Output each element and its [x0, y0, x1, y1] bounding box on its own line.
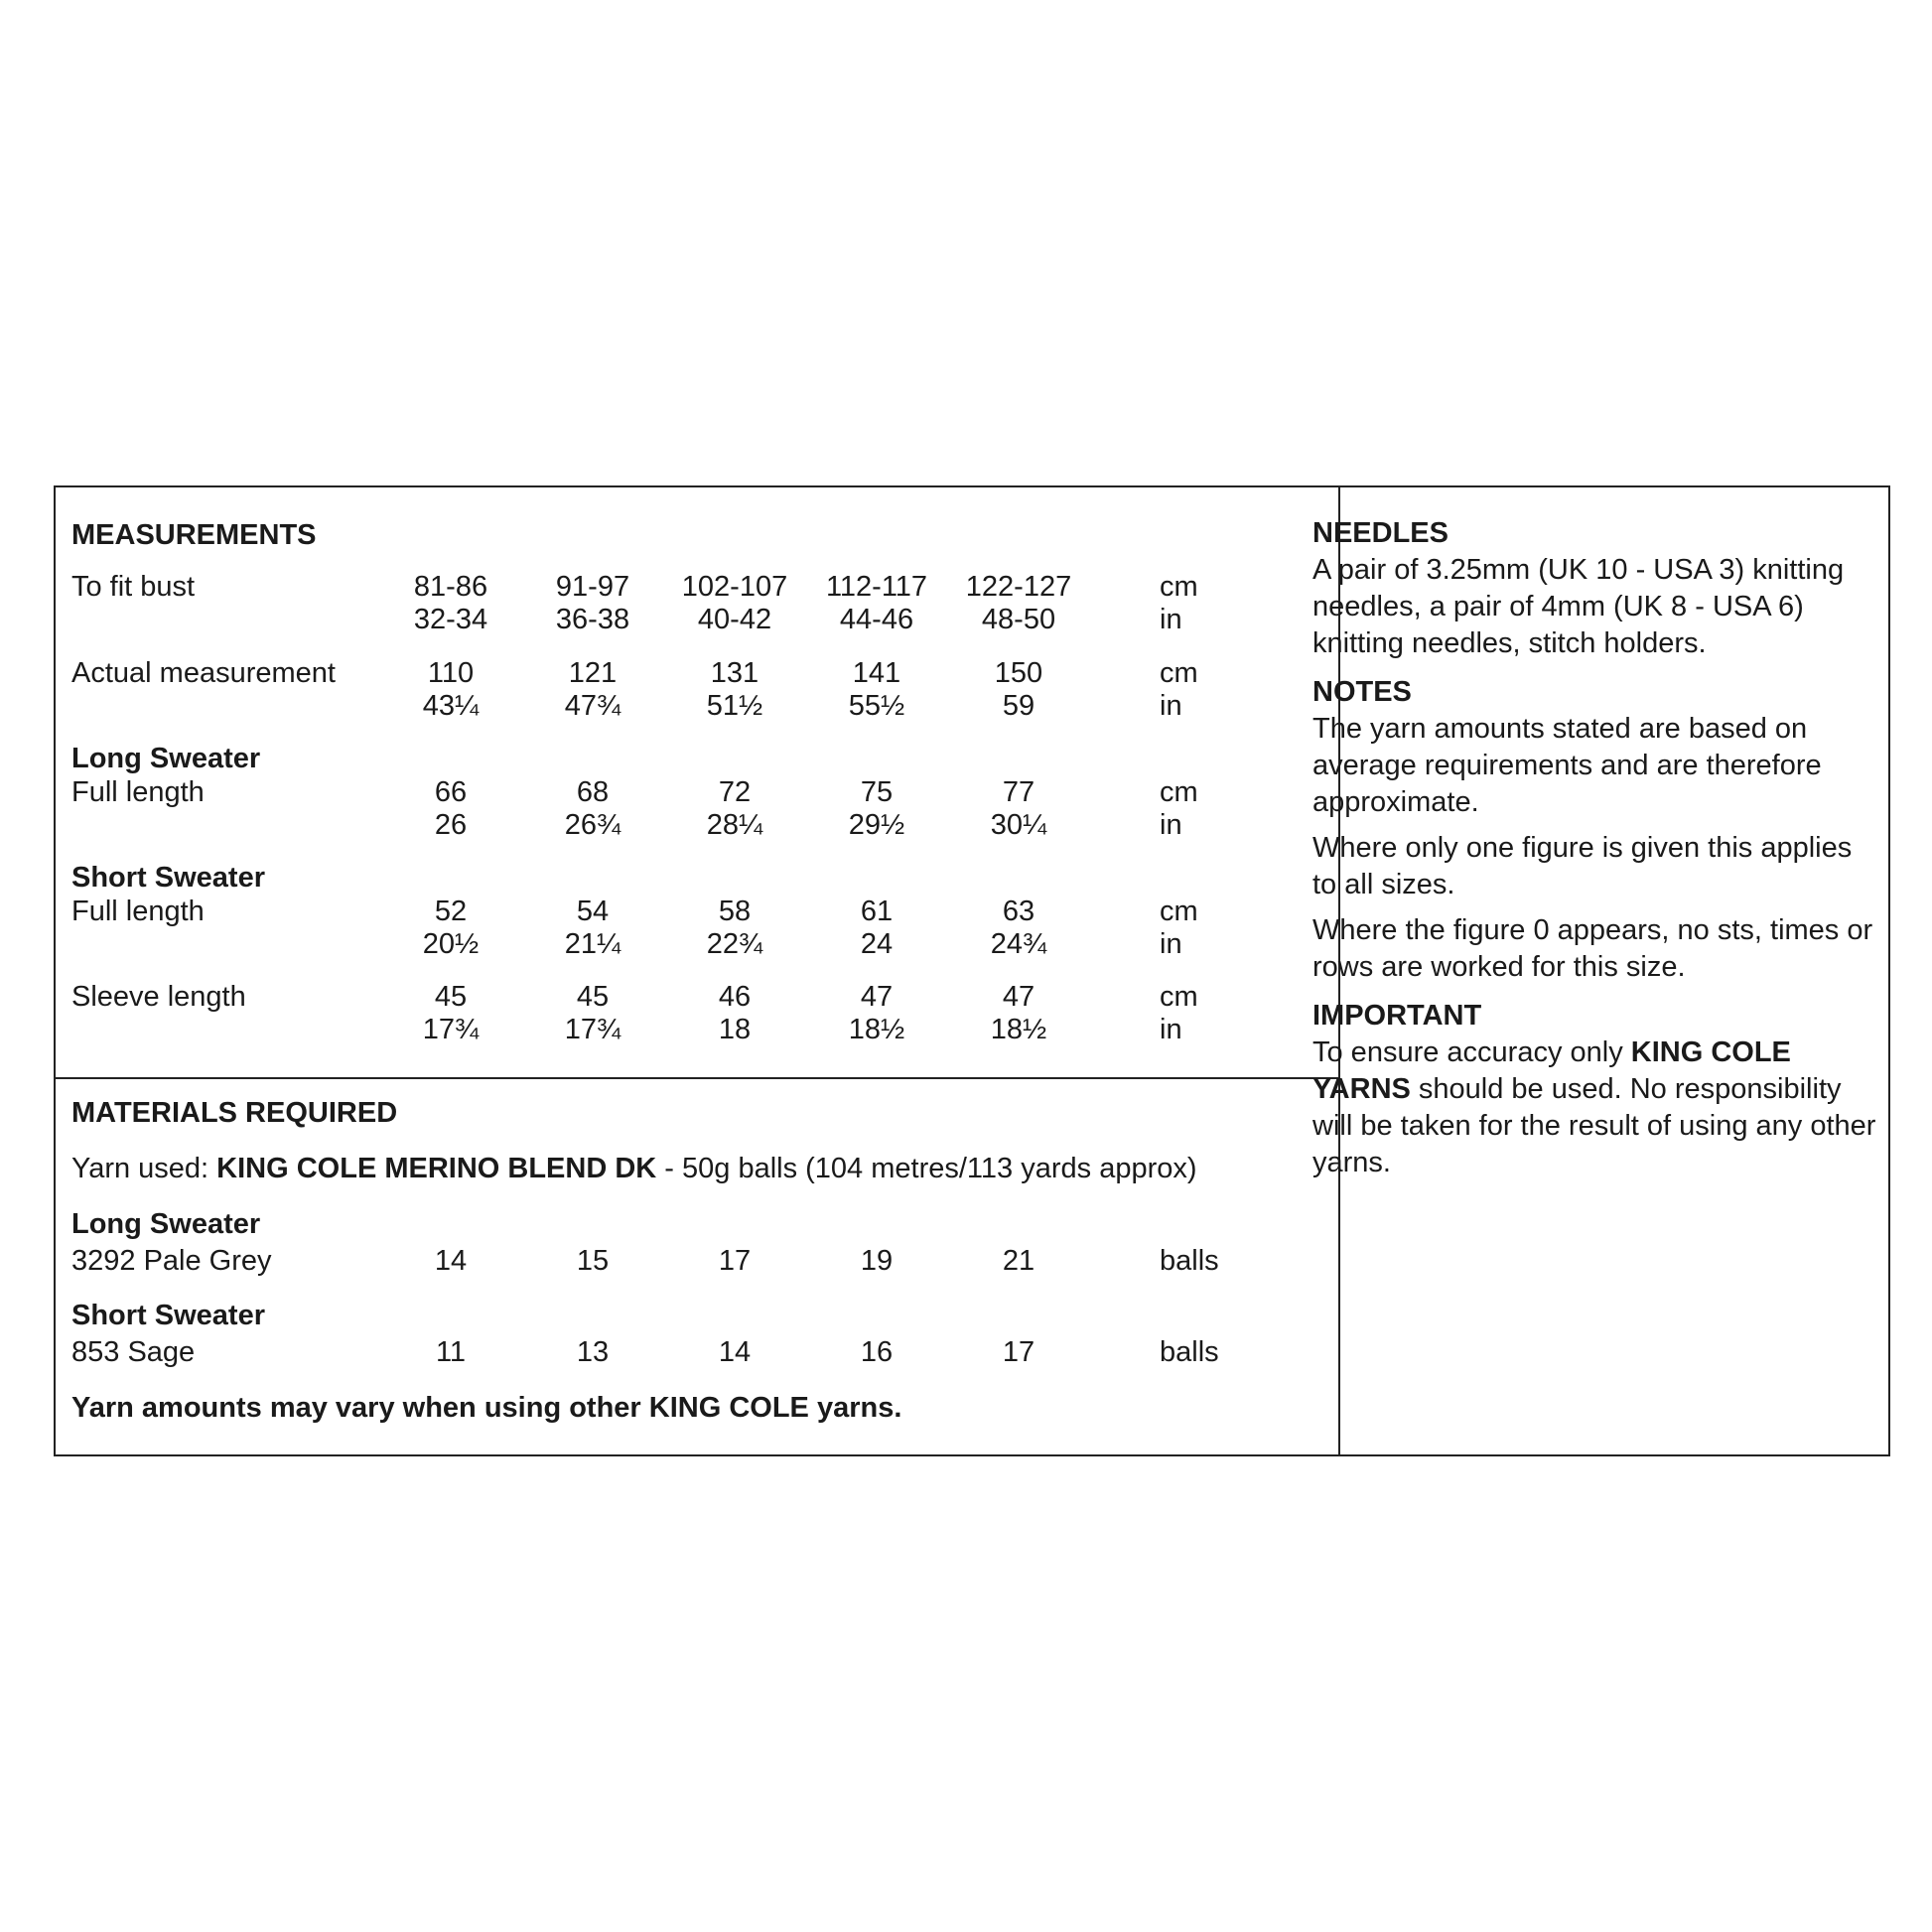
size-cell: 24¾: [990, 928, 1047, 960]
important-text-pre: To ensure accuracy only: [1312, 1036, 1631, 1068]
size-cell: 26: [434, 809, 468, 841]
size-cell: 55½: [848, 690, 905, 722]
size-cell: 51½: [706, 690, 763, 722]
subheading: Short Sweater: [71, 862, 265, 894]
ball-count: 15: [576, 1245, 610, 1277]
ball-count: 19: [860, 1245, 894, 1277]
materials-heading: MATERIALS REQUIRED: [71, 1097, 398, 1129]
size-cell: 102-107: [681, 571, 788, 603]
size-cell: 63: [1002, 896, 1035, 927]
yarn-suffix: - 50g balls (104 metres/113 yards approx): [656, 1153, 1197, 1184]
notes-heading: NOTES: [1312, 676, 1412, 708]
unit-label: in: [1160, 690, 1182, 722]
row-label: Full length: [71, 776, 205, 808]
size-cell: 77: [1002, 776, 1035, 808]
unit-label: in: [1160, 1014, 1182, 1045]
section-divider: [56, 1077, 1338, 1079]
row-label: Actual measurement: [71, 657, 336, 689]
info-column: [1312, 515, 1878, 1190]
size-cell: 21¼: [564, 928, 621, 960]
yarn-prefix: Yarn used:: [71, 1153, 217, 1184]
yarn-footnote: Yarn amounts may vary when using other KING COLE yarns.: [71, 1392, 902, 1424]
size-cell: 45: [576, 981, 610, 1013]
needles-heading: NEEDLES: [1312, 517, 1449, 549]
size-cell: 26¾: [564, 809, 621, 841]
size-cell: 68: [576, 776, 610, 808]
unit-label: cm: [1160, 571, 1198, 603]
ball-count: 17: [718, 1245, 752, 1277]
size-cell: 20½: [422, 928, 480, 960]
size-cell: 110: [427, 657, 475, 689]
size-cell: 121: [568, 657, 618, 689]
row-label: 3292 Pale Grey: [71, 1245, 272, 1277]
unit-label: in: [1160, 604, 1182, 635]
unit-label: cm: [1160, 981, 1198, 1013]
unit-label: cm: [1160, 896, 1198, 927]
size-cell: 28¼: [706, 809, 763, 841]
important-text: [1312, 1035, 1878, 1181]
row-label: 853 Sage: [71, 1336, 196, 1368]
notes-paragraph: Where the figure 0 appears, no sts, times or rows are worked for this size.: [1312, 914, 1873, 983]
size-cell: 47: [860, 981, 894, 1013]
subheading: Short Sweater: [71, 1300, 265, 1331]
size-cell: 54: [576, 896, 610, 927]
size-cell: 36-38: [555, 604, 630, 635]
unit-label: cm: [1160, 657, 1198, 689]
size-cell: 43¼: [422, 690, 480, 722]
row-label: Sleeve length: [71, 981, 246, 1013]
important-text-post: should be used. No responsibility will be taken for the result of using any other yarns.: [1312, 1073, 1876, 1178]
size-cell: 59: [1002, 690, 1035, 722]
brand-name: KING COLE YARNS: [1312, 1036, 1791, 1105]
size-cell: 81-86: [413, 571, 488, 603]
size-cell: 29½: [848, 809, 905, 841]
needles-text: A pair of 3.25mm (UK 10 - USA 3) knitting needles, a pair of 4mm (UK 8 - USA 6) knitting needles, stitch holders.: [1312, 554, 1845, 659]
size-cell: 58: [718, 896, 752, 927]
size-cell: 61: [860, 896, 894, 927]
size-cell: 122-127: [965, 571, 1072, 603]
size-cell: 17¾: [564, 1014, 621, 1045]
size-cell: 141: [852, 657, 901, 689]
important-heading: IMPORTANT: [1312, 1000, 1482, 1032]
size-cell: 18: [718, 1014, 752, 1045]
size-cell: 131: [710, 657, 759, 689]
unit-label: in: [1160, 928, 1182, 960]
size-cell: 32-34: [413, 604, 488, 635]
subheading: Long Sweater: [71, 1208, 261, 1240]
ball-count: 11: [435, 1336, 467, 1368]
size-cell: 91-97: [555, 571, 630, 603]
size-cell: 18½: [848, 1014, 905, 1045]
unit-label: cm: [1160, 776, 1198, 808]
size-cell: 30¼: [990, 809, 1047, 841]
unit-label: balls: [1160, 1245, 1219, 1277]
size-cell: 46: [718, 981, 752, 1013]
size-cell: 66: [434, 776, 468, 808]
size-cell: 44-46: [839, 604, 914, 635]
size-cell: 40-42: [697, 604, 772, 635]
size-cell: 52: [434, 896, 468, 927]
size-cell: 47: [1002, 981, 1035, 1013]
ball-count: 13: [576, 1336, 610, 1368]
unit-label: balls: [1160, 1336, 1219, 1368]
yarn-used-line: [71, 1152, 1197, 1185]
ball-count: 17: [1002, 1336, 1035, 1368]
notes-paragraph: The yarn amounts stated are based on average requirements and are therefore approximate.: [1312, 713, 1822, 818]
size-cell: 18½: [990, 1014, 1047, 1045]
ball-count: 14: [718, 1336, 752, 1368]
size-cell: 150: [994, 657, 1043, 689]
ball-count: 21: [1002, 1245, 1035, 1277]
size-cell: 17¾: [422, 1014, 480, 1045]
size-cell: 75: [860, 776, 894, 808]
notes-paragraph: Where only one figure is given this applies to all sizes.: [1312, 832, 1853, 900]
size-cell: 22¾: [706, 928, 763, 960]
measurements-heading: MEASUREMENTS: [71, 519, 317, 551]
size-cell: 47¾: [564, 690, 621, 722]
unit-label: in: [1160, 809, 1182, 841]
ball-count: 14: [434, 1245, 468, 1277]
ball-count: 16: [860, 1336, 894, 1368]
size-cell: 45: [434, 981, 468, 1013]
size-cell: 112-117: [825, 571, 928, 603]
yarn-name: KING COLE MERINO BLEND DK: [216, 1153, 657, 1184]
size-cell: 48-50: [981, 604, 1056, 635]
row-label: Full length: [71, 896, 205, 927]
size-cell: 72: [718, 776, 752, 808]
size-cell: 24: [860, 928, 894, 960]
row-label: To fit bust: [71, 571, 196, 603]
subheading: Long Sweater: [71, 743, 261, 774]
